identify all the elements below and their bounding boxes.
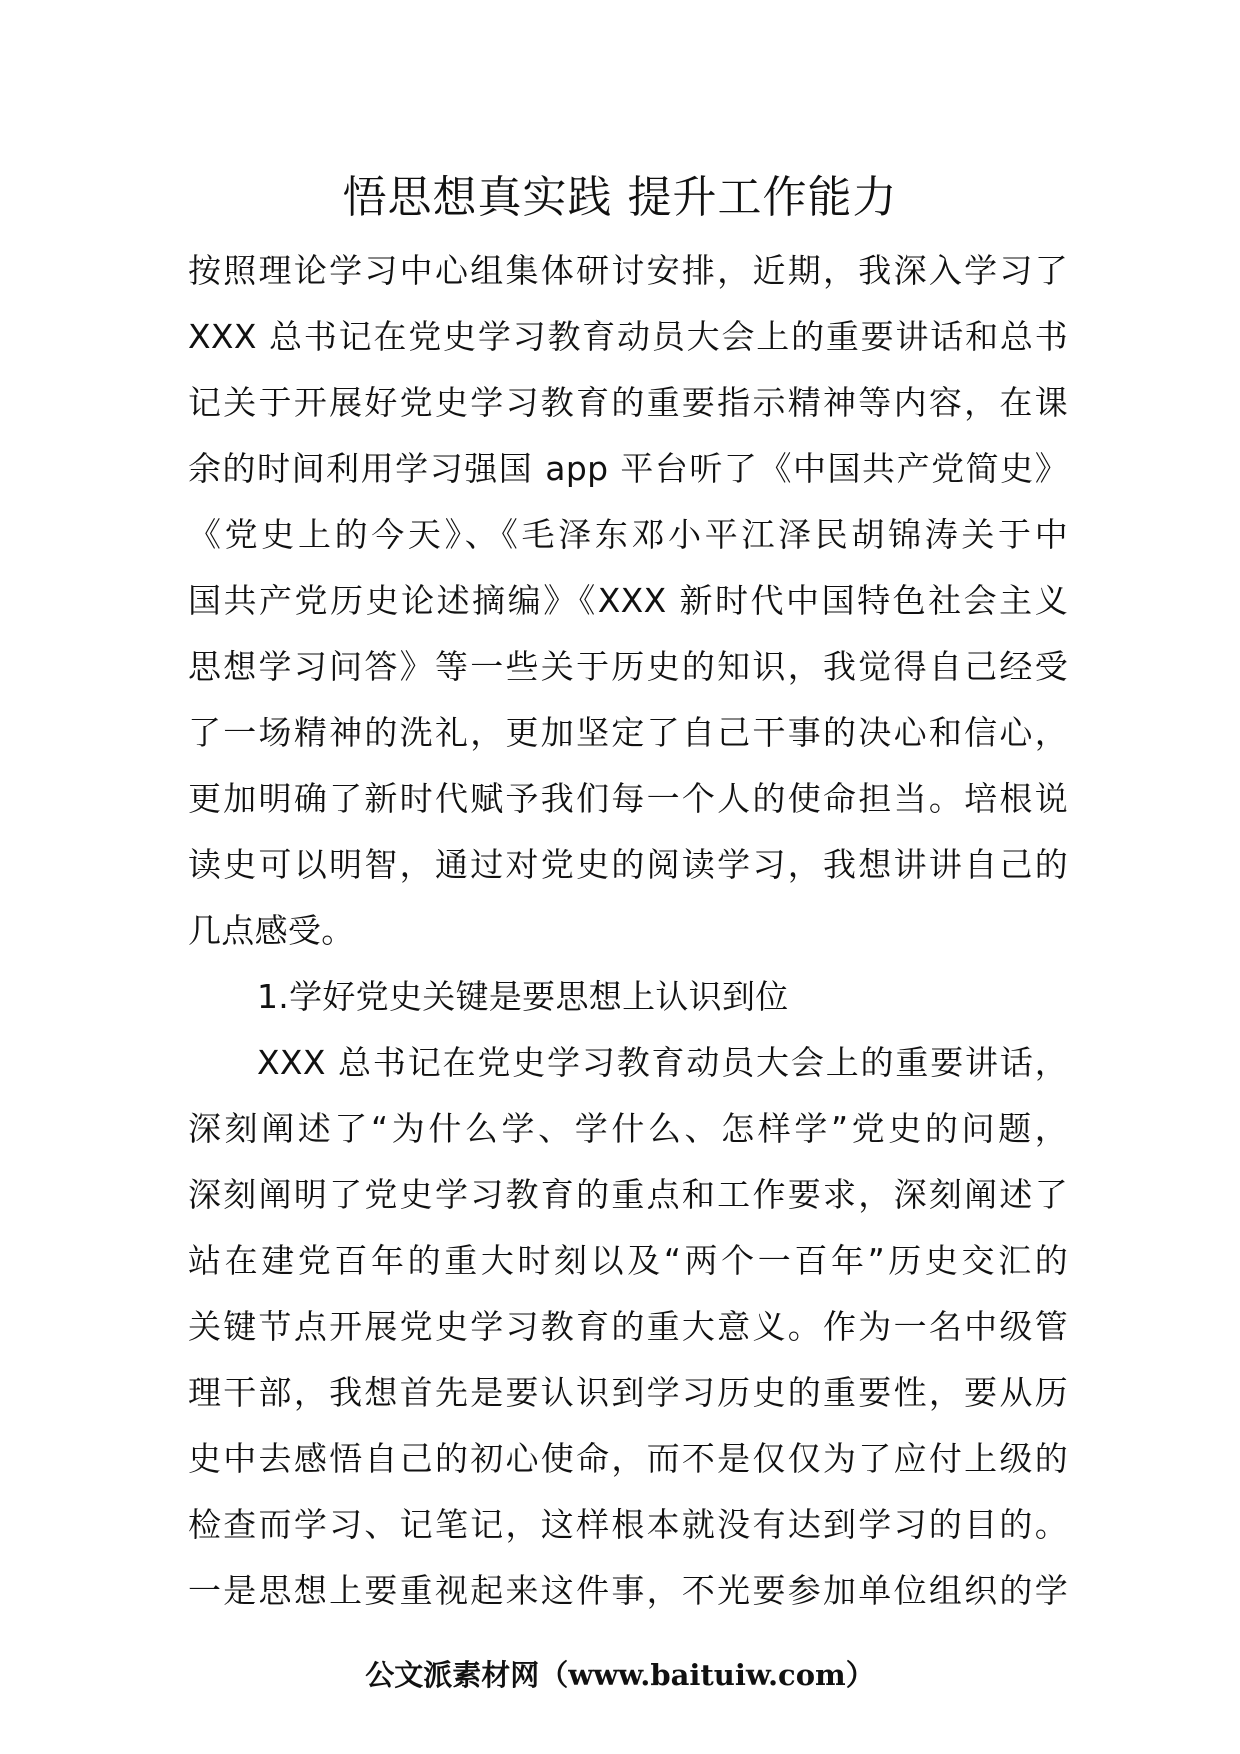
body-line: 余的时间利用学习强国 app 平台听了《中国共产党简史》 [188, 449, 1068, 488]
document-title: 悟思想真实践 提升工作能力 [342, 172, 898, 223]
body-line: 思想学习问答》等一些关于历史的知识，我觉得自己经受 [188, 647, 1068, 686]
body-line: 了一场精神的洗礼，更加坚定了自己干事的决心和信心， [188, 713, 1068, 752]
body-line: XXX 总书记在党史学习教育动员大会上的重要讲话和总书 [188, 317, 1068, 356]
body-line: 检查而学习、记笔记，这样根本就没有达到学习的目的。 [188, 1505, 1068, 1544]
document-body [188, 238, 1068, 1624]
body-line: 史中去感悟自己的初心使命，而不是仅仅为了应付上级的 [188, 1439, 1068, 1478]
body-line: 记关于开展好党史学习教育的重要指示精神等内容，在课 [188, 383, 1068, 422]
body-line: 按照理论学习中心组集体研讨安排，近期，我深入学习了 [188, 251, 1068, 290]
body-line: XXX 总书记在党史学习教育动员大会上的重要讲话， [257, 1043, 1068, 1082]
body-line: 读史可以明智，通过对党史的阅读学习，我想讲讲自己的 [188, 845, 1068, 884]
body-line: 理干部，我想首先是要认识到学习历史的重要性，要从历 [188, 1373, 1068, 1412]
body-line: 一是思想上要重视起来这件事，不光要参加单位组织的学 [188, 1571, 1068, 1610]
body-line: 几点感受。 [188, 911, 355, 950]
body-line: 《党史上的今天》、《毛泽东邓小平江泽民胡锦涛关于中 [188, 515, 1068, 554]
body-line: 更加明确了新时代赋予我们每一个人的使命担当。培根说 [188, 779, 1068, 818]
section-heading: 1.学好党史关键是要思想上认识到位 [257, 977, 789, 1016]
footer-source: 公文派素材网（www.baituiw.com） [365, 1658, 875, 1692]
body-line: 站在建党百年的重大时刻以及“两个一百年”历史交汇的 [188, 1241, 1068, 1280]
body-line: 国共产党历史论述摘编》《XXX 新时代中国特色社会主义 [188, 581, 1068, 620]
body-line: 深刻阐明了党史学习教育的重点和工作要求，深刻阐述了 [188, 1175, 1068, 1214]
body-line: 关键节点开展党史学习教育的重大意义。作为一名中级管 [188, 1307, 1068, 1346]
body-line: 深刻阐述了“为什么学、学什么、怎样学”党史的问题， [188, 1109, 1068, 1148]
